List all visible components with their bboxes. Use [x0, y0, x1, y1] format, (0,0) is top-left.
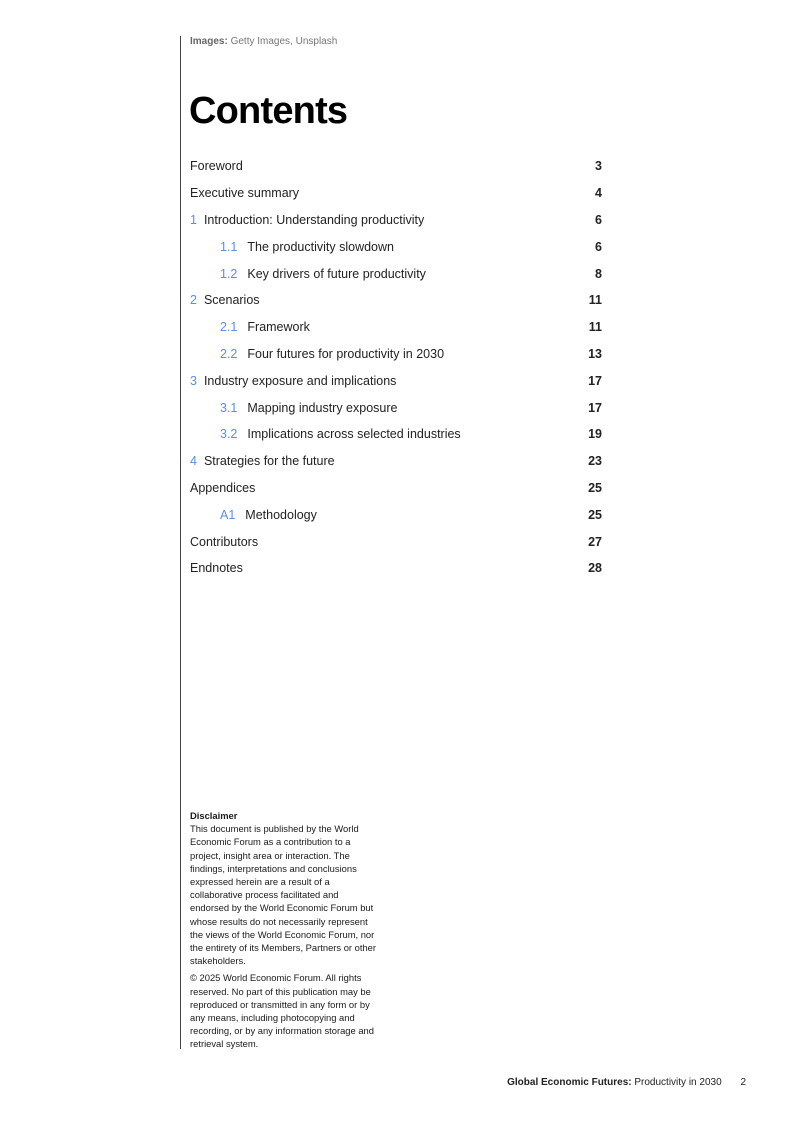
toc-entry[interactable]: [190, 341, 602, 368]
toc-entry-page[interactable]: 3: [595, 159, 602, 174]
toc-entry-label[interactable]: Framework: [247, 320, 310, 335]
toc-entry[interactable]: [190, 314, 602, 341]
toc-entry[interactable]: [190, 448, 602, 475]
toc-entry-page[interactable]: 19: [588, 427, 602, 442]
page-number: 2: [740, 1077, 746, 1088]
toc-entry-page[interactable]: 13: [588, 346, 602, 361]
toc-entry-label[interactable]: Contributors: [190, 534, 259, 549]
toc-entry-page[interactable]: 17: [588, 373, 602, 388]
toc-entry-label[interactable]: Endnotes: [190, 561, 243, 576]
toc-entry-page[interactable]: 28: [588, 561, 602, 576]
toc-entry[interactable]: [190, 260, 602, 287]
toc-entry-number: 1.1: [220, 239, 238, 254]
toc-entry-number: 3: [190, 373, 197, 388]
toc-entry-number: 1.2: [220, 266, 238, 281]
disclaimer-heading: Disclaimer: [190, 810, 238, 821]
toc-entry[interactable]: [190, 233, 602, 260]
toc-entry-page[interactable]: 23: [588, 454, 602, 469]
image-credit-label: Images:: [190, 36, 228, 47]
page-title: Contents: [189, 90, 348, 132]
toc-entry-page[interactable]: 6: [595, 239, 602, 254]
toc-entry-label[interactable]: The productivity slowdown: [247, 239, 394, 254]
copyright-text: © 2025 World Economic Forum. All rights reserved. No part of this publication may be reproduced or transmitted in any form or by any means, including photocopying and recording, or by any information storage and retrieval system.: [190, 972, 374, 1050]
toc-entry[interactable]: [190, 528, 602, 555]
toc-entry[interactable]: [190, 180, 602, 207]
toc-entry-label[interactable]: Introduction: Understanding productivity: [203, 212, 425, 227]
toc-entry-page[interactable]: 27: [588, 534, 602, 549]
toc-entry[interactable]: [190, 555, 602, 582]
toc-entry-label[interactable]: Executive summary: [190, 186, 300, 201]
toc-entry-label[interactable]: Appendices: [190, 480, 256, 495]
toc-entry-label[interactable]: Implications across selected industries: [247, 427, 461, 442]
toc-entry-page[interactable]: 4: [595, 186, 602, 201]
footer-series: Global Economic Futures:: [507, 1077, 632, 1088]
page-footer: [507, 1077, 746, 1088]
toc-entry-page[interactable]: 25: [588, 507, 602, 522]
toc-entry-page[interactable]: 6: [595, 212, 602, 227]
toc-entry-page[interactable]: 25: [588, 480, 602, 495]
image-credit-text: Getty Images, Unsplash: [230, 36, 338, 47]
table-of-contents: [190, 153, 602, 582]
toc-entry[interactable]: [190, 287, 602, 314]
toc-entry-label[interactable]: Four futures for productivity in 2030: [247, 346, 445, 361]
toc-entry-page[interactable]: 11: [588, 320, 602, 335]
toc-entry-number: 3.2: [220, 427, 238, 442]
toc-entry-number: 4: [190, 454, 197, 469]
toc-entry-label[interactable]: Mapping industry exposure: [247, 400, 398, 415]
disclaimer-text: This document is published by the World Economic Forum as a contribution to a project, insight area or interaction. The findings, interpretations and conclusions expressed herein are a result of a collaborative process facilitated and endorsed by the World Economic Forum but whose results do not necessarily represent the views of the World Economic Forum, nor the entirety of its Members, Partners or other stakeholders.: [190, 823, 377, 967]
toc-entry-page[interactable]: 17: [588, 400, 602, 415]
toc-entry-number: 2.1: [220, 320, 238, 335]
toc-entry[interactable]: [190, 367, 602, 394]
toc-entry[interactable]: [190, 153, 602, 180]
toc-entry-number: 3.1: [220, 400, 238, 415]
toc-entry[interactable]: [190, 475, 602, 502]
toc-entry-label[interactable]: Key drivers of future productivity: [247, 266, 426, 281]
toc-entry-label[interactable]: Strategies for the future: [203, 454, 335, 469]
toc-entry-number: 1: [190, 212, 197, 227]
toc-entry-label[interactable]: Scenarios: [203, 293, 260, 308]
toc-entry-page[interactable]: 11: [588, 293, 602, 308]
toc-entry-number: 2: [190, 293, 197, 308]
toc-entry-number: 2.2: [220, 346, 238, 361]
toc-entry[interactable]: [190, 421, 602, 448]
toc-entry-number: A1: [220, 507, 236, 522]
toc-entry[interactable]: [190, 207, 602, 234]
disclaimer: [190, 809, 380, 1051]
toc-entry[interactable]: [190, 394, 602, 421]
margin-rule: [180, 36, 181, 1049]
toc-entry-label[interactable]: Foreword: [190, 159, 243, 174]
toc-entry-label[interactable]: Industry exposure and implications: [203, 373, 397, 388]
toc-entry[interactable]: [190, 501, 602, 528]
image-credit: [190, 36, 337, 47]
footer-title: Productivity in 2030: [634, 1077, 722, 1088]
toc-entry-page[interactable]: 8: [595, 266, 602, 281]
toc-entry-label[interactable]: Methodology: [245, 507, 317, 522]
